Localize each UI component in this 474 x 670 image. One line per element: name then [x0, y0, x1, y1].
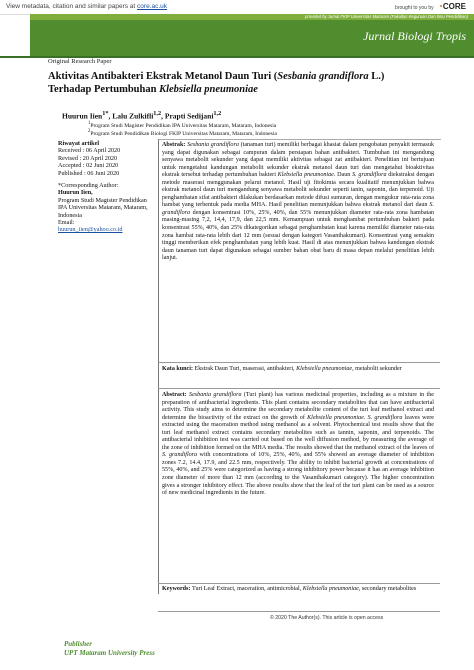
- license-notice: © 2020 The Author(s). This article is open access: [270, 615, 384, 621]
- core-left-text: View metadata, citation and similar papers at: [6, 3, 136, 10]
- abs-italic: Sesbania grandiflora: [187, 142, 239, 148]
- kw-text: Turi Leaf Extract, maceration, antimicrobial,: [191, 586, 303, 592]
- core-logo-text: CORE: [442, 2, 466, 11]
- keywords-label: Keywords:: [162, 586, 192, 592]
- author-sup: 1,2: [153, 110, 162, 117]
- history-accepted: Accepted : 02 Juni 2020: [58, 162, 119, 170]
- journal-title: Jurnal Biologi Tropis: [363, 29, 466, 43]
- corresponding-name: Huurun Iien,: [58, 189, 93, 197]
- divider: [158, 583, 440, 584]
- divider: [158, 388, 440, 389]
- title-part: Aktivitas Antibakteri Ekstrak Metanol Daun Turi (: [48, 71, 278, 82]
- history-published: Published : 06 Juni 2020: [58, 169, 120, 177]
- abs-text: diekstraksi dengan metode maserasi menggunakan pelarut metanol. Hasil uji fitokimia secara kualitatif menunjukkan bahwa ekstrak metanol daun turi mengandung senyawa metabolit sekunder seperti tanin, saponin, dan terpenoid. Uji penghambatan sifat antibakteri dilakukan berdasarkan metode difusi sumuran, dengan mengukur rata-rata zona hambat yang terbentuk pada media MHA. Hasil penelitian menunjukkan bahwa ekstrak metanol dari daun: [162, 172, 434, 209]
- abs-italic: S. grandiflora: [162, 202, 434, 216]
- corresponding-affiliation: Program Studi Magister Pendidikan IPA Universitas Mataram, Mataram, Indonesia: [58, 196, 148, 219]
- affil-text: Program Studi Pendidikan Biologi FKIP Universitas Mataram, Mataram, Indonesia: [90, 130, 277, 137]
- history-received: Received : 06 April 2020: [58, 147, 121, 155]
- publisher-label: Publisher: [64, 640, 93, 648]
- abstract-indonesian: [162, 142, 434, 263]
- author-name: , Prapti Sedijani: [161, 111, 214, 121]
- title-species: Sesbania grandiflora: [277, 71, 369, 82]
- abs-text: (tanaman turi) memiliki berbagai khasiat dalam pengobatan penyakit termasuk yang dapat digunakan sebagai campuran dalam persiapan bahan antibakteri. Tumbuhan ini mengandung senyawa metabolit sekunder yang dapat memiliki aktivitas sebagai zat antibakteri. Penelitian ini bertujuan untuk mengetahui kandungan metabolit sekunder ekstrak metanol daun turi dan mengetahui bioaktivitas ekstrak tersebut terhadap pertumbuhan bakteri: [162, 142, 434, 179]
- title-part: L.): [368, 71, 385, 82]
- history-revised: Revised : 20 April 2020: [58, 154, 118, 162]
- author-sup: 1*: [102, 110, 109, 117]
- kw-text: , metabolit sekunder: [352, 366, 402, 372]
- author-name: Huurun Iien: [62, 111, 103, 121]
- abs-text: dengan konsentrasi 10%, 25%, 40%, dan 55% menunjukkan diameter rata-rata zona hambatan masing-masing 7,2, 14,4, 17,9, dan 22,5 mm. Kemampuan untuk menghambat pertumbuhan bakteri pada konsentrasi 55%, 40%, dan 25% dikategorikan sebagai penghambatan kuat karena memiliki diameter rata-rata zona hambat rata-rata lebih dari 12 mm (sesuai dengan kategori Vasanthakumari). Konsentrasi yang semakin tinggi memberikan efek penghambatan yang lebih kuat. Hasil di atas menunjukkan bahwa kandungan ekstrak daun tanaman turi dapat digunakan sebagai sumber bahan obat baru di masa depan melalui penelitian lebih lanjut.: [162, 209, 434, 262]
- affiliation-1: [88, 121, 276, 129]
- abs-italic: Sesbania grandiflora: [189, 392, 242, 398]
- author-name: , Lalu Zulkifli: [108, 111, 154, 121]
- abs-italic: S. grandiflora: [352, 172, 387, 179]
- abstrak-label: Abstrak:: [162, 142, 188, 148]
- keywords-indonesian: [162, 366, 434, 374]
- author-list: [62, 110, 221, 121]
- core-metadata-text: [6, 3, 167, 10]
- provider-text: provided by Jurnal FKIP Universitas Mataram (Fakultas Keguruan Dan Ilmu Pendidikan): [305, 14, 468, 19]
- abs-text: . Daun: [333, 172, 353, 179]
- core-brought-by: [395, 2, 466, 11]
- article-type: Original Research Paper: [48, 58, 112, 65]
- affil-sup: 2: [88, 129, 91, 134]
- abs-text: with concentrations of 10%, 25%, 40%, and 55% showed an average diameter of inhibition zones 7.2, 14.4, 17.9, and 22.5 mm, respectively. The ability to inhibit bacterial growth at concentrations of 55%, 40%, and 25% were categorized as having a strong inhibitory power because it has an average inhibition zone diameter of more than 12 mm (according to the Vasanthakumari category). The higher concentration gives a stronger inhibitory effect. The above results show that the leaf of the turi plant can be used as a source of new medicinal ingredients in the future.: [162, 452, 434, 497]
- core-logo-icon[interactable]: ◔CORE: [438, 2, 466, 11]
- kw-italic: Klebsiella pneumoniae: [296, 366, 353, 372]
- corresponding-heading: *Corresponding Author:: [58, 182, 119, 190]
- email-link[interactable]: huurun_iien@yahoo.co.id: [58, 226, 123, 234]
- history-heading: Riwayat artikel: [58, 140, 100, 147]
- core-metadata-bar: [0, 0, 474, 15]
- publisher-block: [64, 640, 155, 657]
- affil-sup: 1: [88, 121, 91, 126]
- title-bacterium: Klebsiella pneumoniae: [159, 84, 258, 95]
- divider: [158, 611, 440, 612]
- abs-italic: S. grandiflora: [367, 414, 403, 421]
- kw-text: , secondary metabolites: [358, 586, 417, 592]
- abs-italic: Klebsiella pneumoniae: [277, 172, 334, 179]
- keywords-english: [162, 586, 434, 594]
- kata-kunci-label: Kata kunci:: [162, 366, 195, 372]
- abstract-english: [162, 392, 434, 498]
- abs-text: (Turi plant) has various medicinal properties, including as a mixture in the preparation of antibacterial ingredients. This plant contains secondary metabolites that can have antibacterial activity. This study aims to determine the secondary metabolite content of the turi leaf methanol extract and determine the bioactivity of the extract on the growth of: [162, 392, 434, 421]
- article-title: [48, 70, 448, 96]
- core-right-text: brought to you by: [395, 5, 434, 11]
- affil-text: Program Studi Magister Pendidikan IPA Universitas Mataram, Mataram, Indonesia: [90, 122, 277, 129]
- core-link[interactable]: core.ac.uk: [137, 3, 168, 10]
- email-label: Email:: [58, 219, 75, 227]
- kw-text: Ekstrak Daun Turi, maserasi, antibakteri,: [194, 366, 297, 372]
- abs-text: .: [363, 414, 368, 421]
- abs-italic: Klebsiella pneumoniae: [307, 414, 364, 421]
- author-sup: 1,2: [213, 110, 222, 117]
- abs-text: leaves were extracted using the maceration method using methanol as a solvent. Phytochemical test results show that the turi leaf methanol extract contains secondary metabolites such as tannin, saponin, and terpenoids. The antibacterial inhibition test was carried out based on the well diffusion method, by measuring the average of the zone of inhibition formed on the MHA media. The results showed that the methanol extract of the leaves of: [162, 414, 434, 451]
- publisher-name: UPT Mataram University Press: [64, 648, 155, 657]
- kw-italic: Klebsiella pneumoniae: [302, 586, 359, 592]
- article-history: [58, 140, 153, 234]
- journal-header: [30, 20, 474, 56]
- divider: [158, 362, 440, 363]
- title-part: Terhadap Pertumbuhan: [48, 84, 160, 95]
- abs-italic: S. grandiflora: [162, 452, 198, 459]
- abstract-label: Abstract:: [162, 392, 190, 398]
- affiliation-2: [88, 129, 277, 137]
